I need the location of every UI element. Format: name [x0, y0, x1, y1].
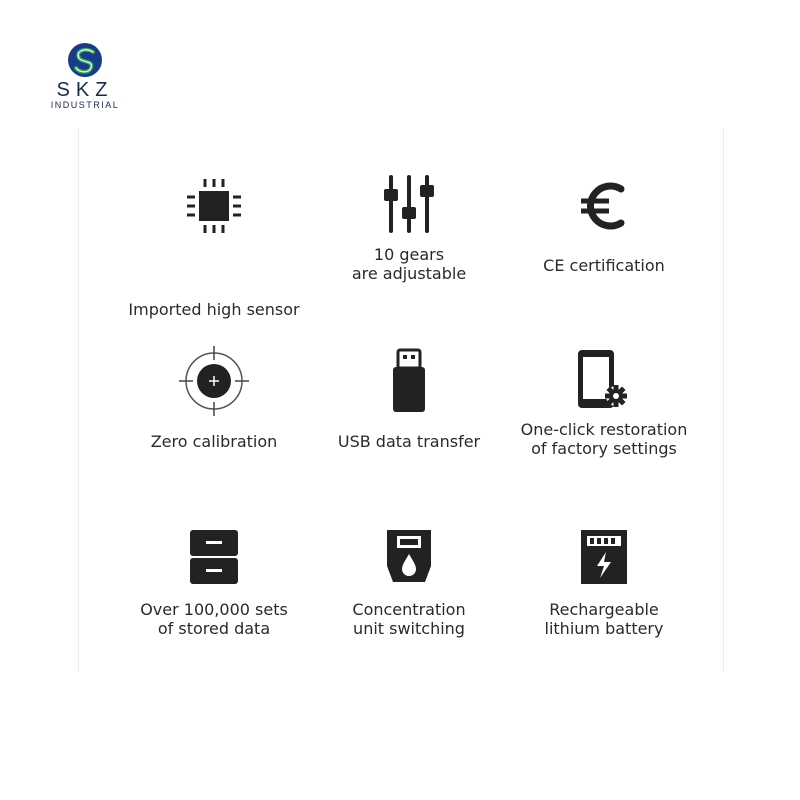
crosshair-icon: [179, 346, 249, 416]
chip-icon: [183, 175, 245, 237]
brand-name: SKZ: [56, 79, 114, 101]
brand-tagline: INDUSTRIAL: [50, 100, 120, 110]
brand-logo: [40, 40, 130, 112]
sliders-icon: [378, 173, 440, 235]
feature-factory-reset: [509, 346, 699, 456]
feature-label: USB data transfer: [337, 432, 481, 451]
feature-label: 10 gears are adjustable: [351, 245, 467, 283]
feature-stored-data: [119, 526, 309, 636]
feature-imported-sensor: [119, 173, 309, 319]
feature-gears: [314, 173, 504, 283]
feature-label: Over 100,000 sets of stored data: [140, 600, 288, 638]
euro-icon: [573, 175, 635, 237]
usb-icon: [389, 348, 429, 414]
feature-zero-calibration: [119, 346, 309, 456]
brand-emblem-icon: [64, 40, 106, 80]
feature-unit-switching: [314, 526, 504, 636]
feature-label: Zero calibration: [150, 432, 278, 451]
tablet-settings-icon: [572, 348, 636, 414]
meter-drop-icon: [383, 526, 435, 588]
feature-label: Concentration unit switching: [352, 600, 466, 638]
feature-ce-certification: [509, 173, 699, 283]
feature-battery: [509, 526, 699, 636]
drawers-icon: [186, 528, 242, 586]
feature-label: Rechargeable lithium battery: [544, 600, 664, 638]
battery-icon: [578, 528, 630, 586]
feature-label: CE certification: [543, 256, 665, 275]
features-panel: [78, 128, 724, 672]
feature-usb-transfer: [314, 346, 504, 456]
feature-label: Imported high sensor: [128, 300, 300, 319]
feature-label: One-click restoration of factory settings: [520, 420, 688, 458]
